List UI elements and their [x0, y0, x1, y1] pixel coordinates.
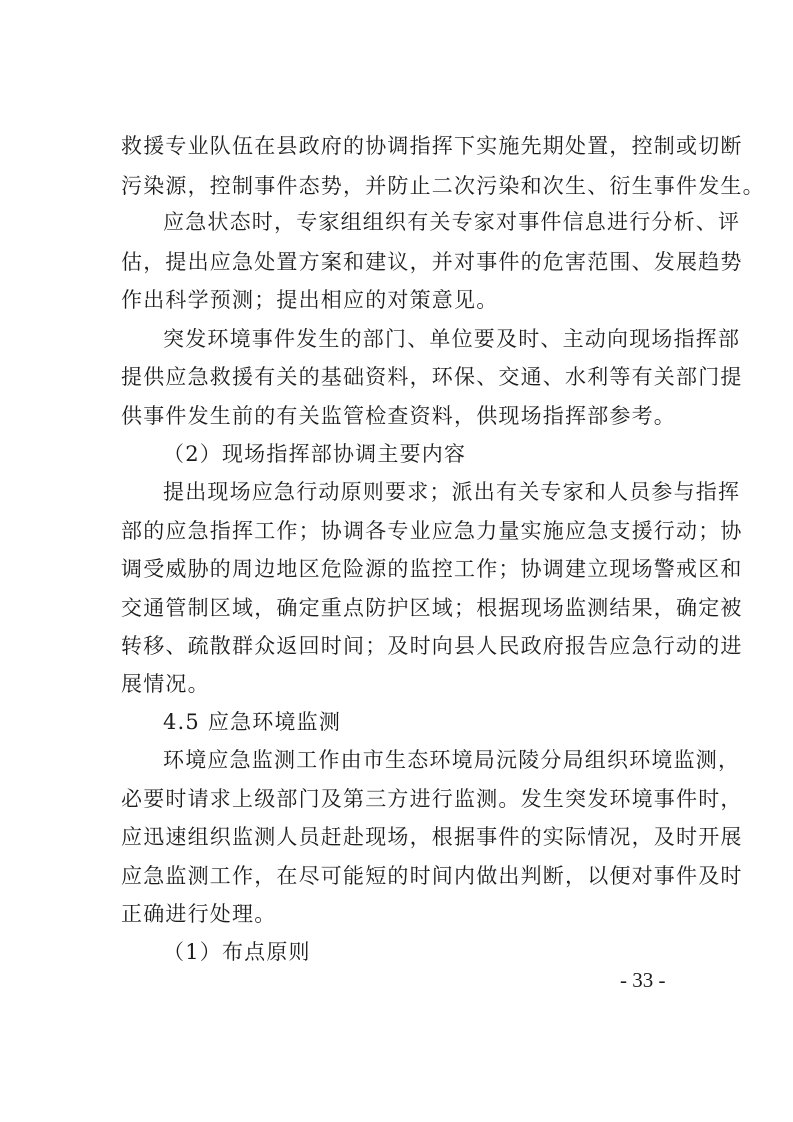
text-line-2: 污染源，控制事件态势，并防止二次污染和次生、衍生事件发生。: [121, 174, 765, 198]
text-line-10: 提出现场应急行动原则要求；派出有关专家和人员参与指挥: [163, 480, 741, 504]
text-line-12: 调受威胁的周边地区危险源的监控工作；协调建立现场警戒区和: [121, 557, 743, 581]
section-heading-4-5: 4.5 应急环境监测: [163, 710, 342, 734]
text-line-5: 作出科学预测；提出相应的对策意见。: [121, 288, 499, 312]
section-heading-2: （2）现场指挥部协调主要内容: [163, 442, 467, 466]
page-number: - 33 -: [620, 968, 666, 992]
text-line-20: 应急监测工作，在尽可能短的时间内做出判断，以便对事件及时: [121, 864, 743, 888]
text-line-17: 环境应急监测工作由市生态环境局沅陵分局组织环境监测，: [163, 748, 741, 772]
text-line-4: 估，提出应急处置方案和建议，并对事件的危害范围、发展趋势: [121, 250, 743, 274]
text-line-8: 供事件发生前的有关监管检查资料，供现场指挥部参考。: [121, 404, 676, 428]
text-line-21: 正确进行处理。: [121, 902, 277, 926]
text-line-19: 应迅速组织监测人员赶赴现场，根据事件的实际情况，及时开展: [121, 825, 743, 849]
text-line-11: 部的应急指挥工作；协调各专业应急力量实施应急支援行动；协: [121, 519, 743, 543]
text-line-18: 必要时请求上级部门及第三方进行监测。发生突发环境事件时，: [121, 787, 743, 811]
section-heading-1: （1）布点原则: [163, 940, 311, 964]
text-line-15: 展情况。: [121, 672, 210, 696]
text-line-3: 应急状态时，专家组组织有关专家对事件信息进行分析、评: [163, 210, 741, 234]
text-line-7: 提供应急救援有关的基础资料，环保、交通、水利等有关部门提: [121, 365, 743, 389]
text-line-14: 转移、疏散群众返回时间；及时向县人民政府报告应急行动的进: [121, 634, 743, 658]
text-line-13: 交通管制区域，确定重点防护区域；根据现场监测结果，确定被: [121, 596, 743, 620]
text-line-6: 突发环境事件发生的部门、单位要及时、主动向现场指挥部: [163, 327, 741, 351]
text-line-1: 救援专业队伍在县政府的协调指挥下实施先期处置，控制或切断: [121, 134, 743, 158]
